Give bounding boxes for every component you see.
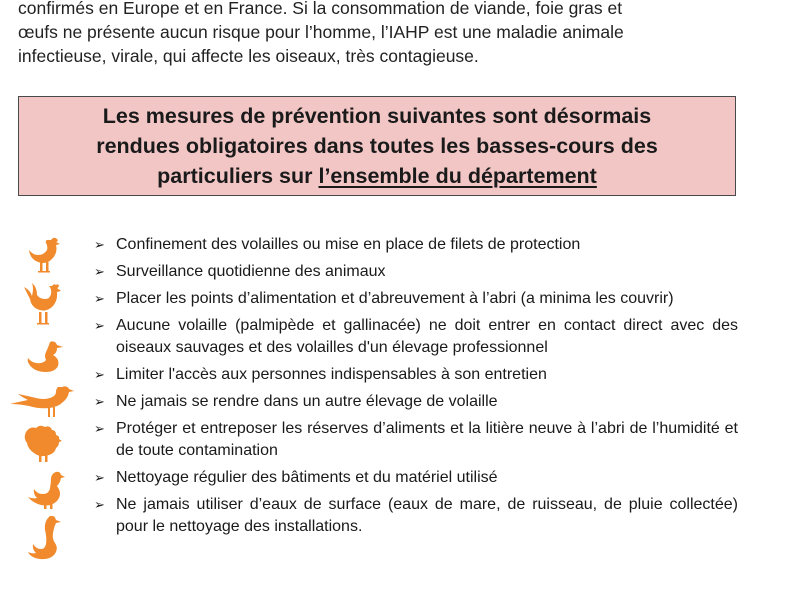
turkey-icon [22,424,64,464]
measure-text: Aucune volaille (palmipède et gallinacée) ne doit entrer en contact direct avec des oiseaux sauvages et des volailles d'un élevage professionnel [116,317,738,356]
arrow-bullet-icon: ➢ [94,264,105,279]
intro-paragraph [18,0,748,68]
measure-text: Surveillance quotidienne des animaux [116,263,386,280]
rooster-icon [22,282,64,326]
measure-text: Limiter l'accès aux personnes indispensables à son entretien [116,366,547,383]
arrow-bullet-icon: ➢ [94,497,105,512]
arrow-bullet-icon: ➢ [94,367,105,382]
arrow-bullet-icon: ➢ [94,470,105,485]
intro-line: confirmés en Europe et en France. Si la consommation de viande, foie gras et [18,0,623,18]
arrow-bullet-icon: ➢ [94,421,105,436]
list-item [94,288,738,310]
banner-line-prefix: particuliers sur [157,164,319,188]
measure-text: Nettoyage régulier des bâtiments et du matériel utilisé [116,469,498,486]
pheasant-icon [10,383,74,419]
guinea-fowl-icon [26,470,66,510]
measure-text: Confinement des volailles ou mise en place de filets de protection [116,236,581,253]
list-item [94,418,738,462]
list-item [94,494,738,538]
arrow-bullet-icon: ➢ [94,237,105,252]
measure-text: Ne jamais se rendre dans un autre élevage de volaille [116,393,498,410]
banner-line: Les mesures de prévention suivantes sont désormais [102,104,652,128]
intro-line: infectieuse, virale, qui affecte les oiseaux, très contagieuse. [18,46,479,66]
measure-text: Protéger et entreposer les réserves d’aliments et la litière neuve à l’abri de l’humidité et de toute contamination [116,420,738,459]
banner-line: rendues obligatoires dans toutes les basses-cours des [96,134,658,158]
banner-underlined-text: l’ensemble du département [318,164,597,188]
list-item [94,391,738,413]
measures-list [94,234,738,543]
poultry-icons [0,0,80,600]
list-item [94,315,738,359]
measure-text: Placer les points d’alimentation et d’abreuvement à l’abri (a minima les couvrir) [116,290,674,307]
arrow-bullet-icon: ➢ [94,318,105,333]
list-item [94,261,738,283]
arrow-bullet-icon: ➢ [94,291,105,306]
goose-icon [28,514,64,560]
measure-text: Ne jamais utiliser d’eaux de surface (eaux de mare, de ruisseau, de pluie collectée) pour le nettoyage des installations. [116,496,738,535]
duck-icon [24,338,64,374]
hen-icon [24,234,64,274]
list-item [94,364,738,386]
list-item [94,467,738,489]
list-item [94,234,738,256]
prevention-banner [18,96,736,196]
intro-line: œufs ne présente aucun risque pour l’homme, l’IAHP est une maladie animale [18,22,624,42]
banner-line [157,161,597,191]
arrow-bullet-icon: ➢ [94,394,105,409]
